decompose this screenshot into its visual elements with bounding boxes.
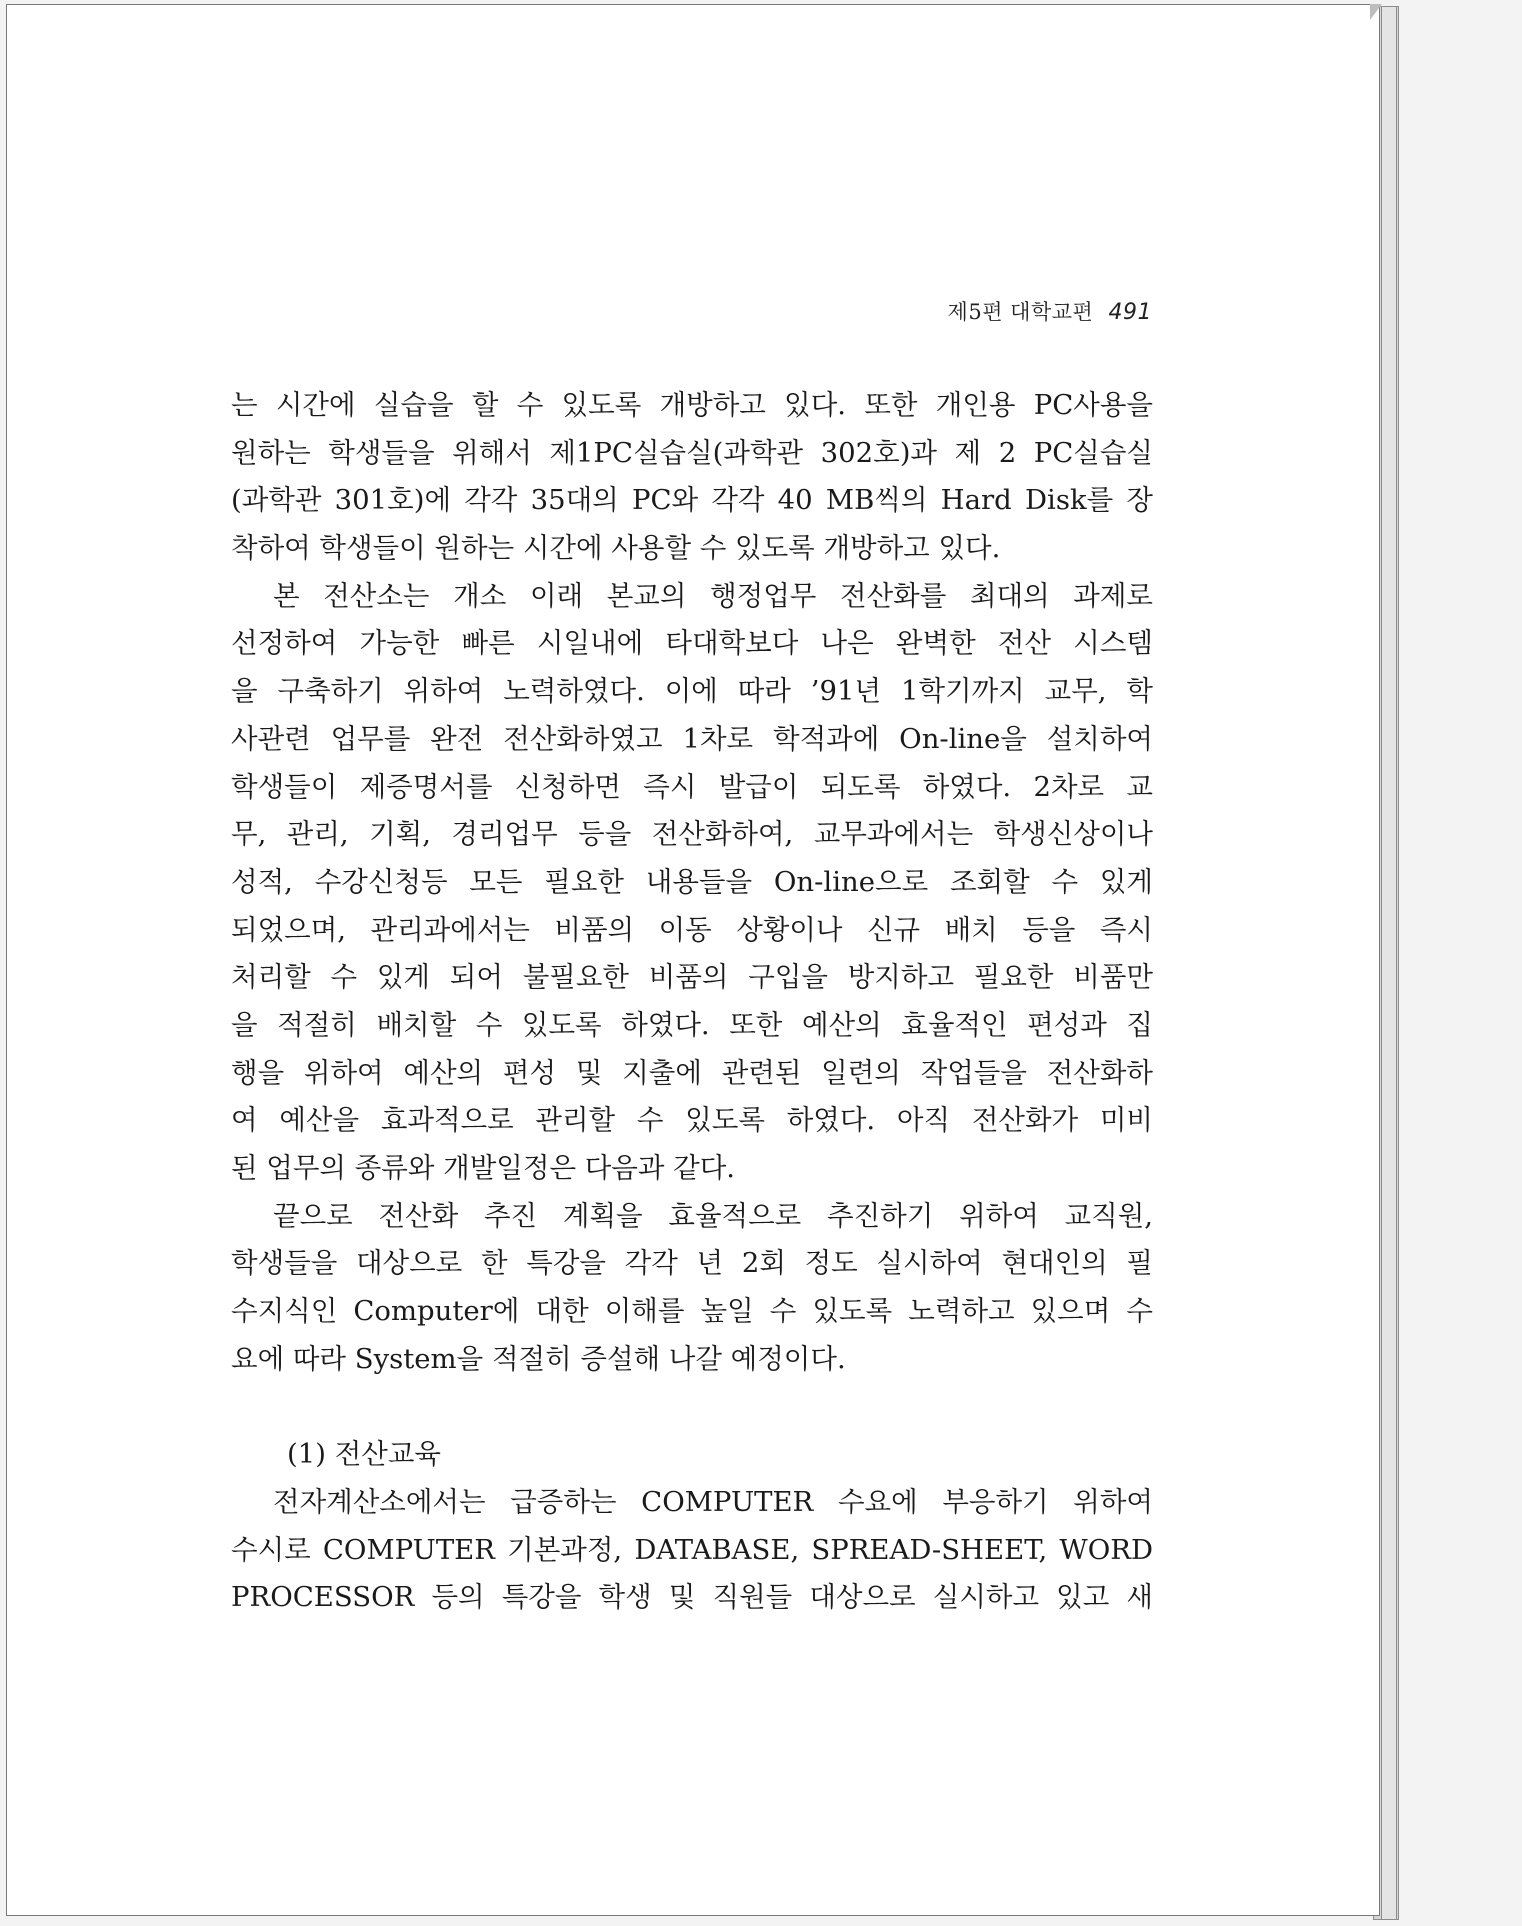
section-heading: (1) 전산교육 (287, 1438, 441, 1471)
text-line: 수시로 COMPUTER 기본과정, DATABASE, SPREAD-SHEET, WORD (231, 1533, 1153, 1566)
text-line: 무, 관리, 기획, 경리업무 등을 전산화하여, 교무과에서는 학생신상이나 (231, 818, 1153, 851)
text-line: 여 예산을 효과적으로 관리할 수 있도록 하였다. 아직 전산화가 미비 (231, 1104, 1153, 1137)
text-line: 처리할 수 있게 되어 불필요한 비품의 구입을 방지하고 필요한 비품만 (231, 961, 1153, 994)
text-line: 끝으로 전산화 추진 계획을 효율적으로 추진하기 위하여 교직원, (273, 1199, 1153, 1232)
text-line: 전자계산소에서는 급증하는 COMPUTER 수요에 부응하기 위하여 (273, 1485, 1153, 1518)
text-line: 는 시간에 실습을 할 수 있도록 개방하고 있다. 또한 개인용 PC사용을 (231, 389, 1153, 421)
text-line: 학생들을 대상으로 한 특강을 각각 년 2회 정도 실시하여 현대인의 필 (231, 1247, 1153, 1280)
text-line: 을 적절히 배치할 수 있도록 하였다. 또한 예산의 효율적인 편성과 집 (231, 1008, 1153, 1041)
text-line: 을 구축하기 위하여 노력하였다. 이에 따라 ’91년 1학기까지 교무, 학 (231, 675, 1153, 708)
text-line: 본 전산소는 개소 이래 본교의 행정업무 전산화를 최대의 과제로 (273, 579, 1153, 612)
text-line: 원하는 학생들을 위해서 제1PC실습실(과학관 302호)과 제 2 PC실습실 (231, 436, 1153, 469)
text-line: 요에 따라 System을 적절히 증설해 나갈 예정이다. (231, 1342, 846, 1375)
section-spacer (231, 1383, 1153, 1431)
text-line: 수지식인 Computer에 대한 이해를 높일 수 있도록 노력하고 있으며 수 (231, 1295, 1153, 1328)
text-line: 된 업무의 종류와 개발일정은 다음과 같다. (231, 1152, 736, 1184)
header-section-title: 제5편 대학교편 (947, 300, 1094, 324)
body-text (231, 382, 1153, 1622)
text-line: PROCESSOR 등의 특강을 학생 및 직원들 대상으로 실시하고 있고 새 (231, 1581, 1153, 1614)
text-line: 성적, 수강신청등 모든 필요한 내용들을 On-line으로 조회할 수 있게 (231, 865, 1153, 898)
running-header (948, 296, 1152, 326)
page-stack-edge-inner (1381, 6, 1397, 1920)
text-line: 학생들이 제증명서를 신청하면 즉시 발급이 되도록 하였다. 2차로 교 (231, 770, 1153, 803)
page-corner-fold (1370, 4, 1382, 20)
text-line: 착하여 학생들이 원하는 시간에 사용할 수 있도록 개방하고 있다. (231, 532, 1001, 565)
text-line: 행을 위하여 예산의 편성 및 지출에 관련된 일련의 작업들을 전산화하 (231, 1056, 1153, 1089)
text-line: 사관련 업무를 완전 전산화하였고 1차로 학적과에 On-line을 설치하여 (231, 722, 1153, 755)
text-line: 선정하여 가능한 빠른 시일내에 타대학보다 나은 완벽한 전산 시스템 (231, 627, 1153, 660)
text-line: 되었으며, 관리과에서는 비품의 이동 상황이나 신규 배치 등을 즉시 (231, 913, 1153, 946)
page-number: 491 (1108, 300, 1152, 325)
text-line: (과학관 301호)에 각각 35대의 PC와 각각 40 MB씩의 Hard Disk를 장 (231, 484, 1153, 517)
